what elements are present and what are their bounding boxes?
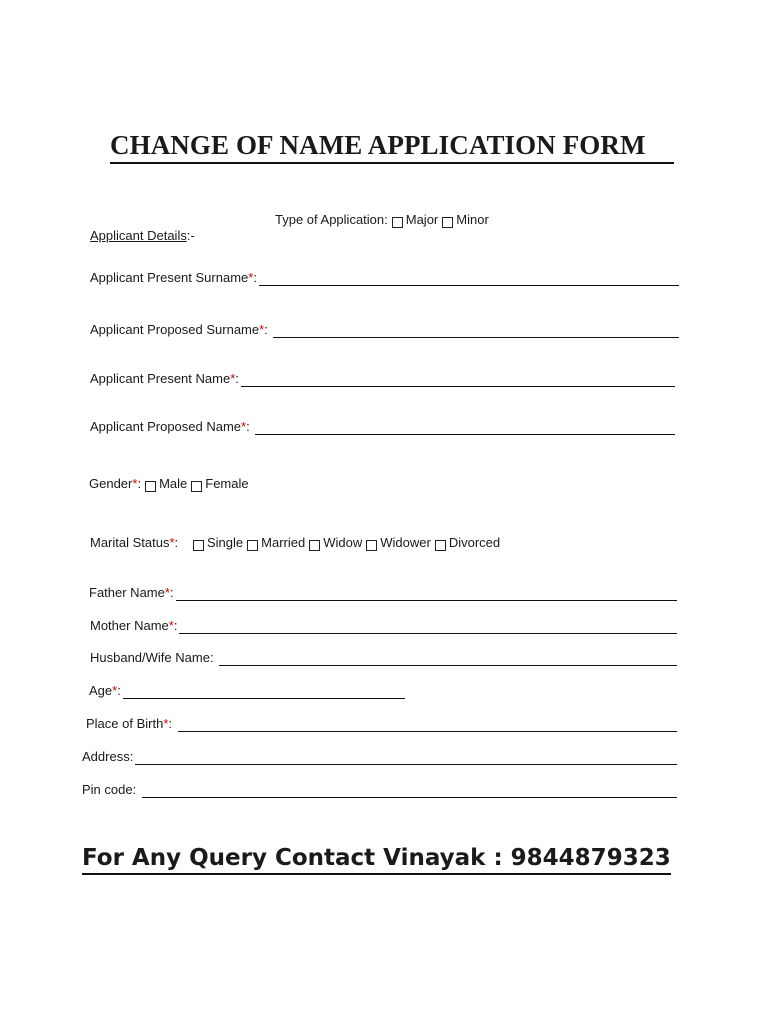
proposed-surname-field[interactable] [273, 325, 679, 338]
widower-checkbox[interactable] [366, 540, 377, 551]
required-mark: * [112, 683, 118, 698]
present-surname-row: Applicant Present Surname * : [90, 270, 679, 286]
widow-option-label: Widow [323, 535, 363, 550]
female-checkbox[interactable] [191, 481, 202, 492]
single-checkbox[interactable] [193, 540, 204, 551]
major-checkbox[interactable] [392, 217, 403, 228]
place-of-birth-row: Place of Birth * : [86, 716, 677, 732]
pin-code-row [82, 782, 677, 798]
married-option-label: Married [261, 535, 306, 550]
applicant-details-suffix: :- [186, 228, 195, 243]
required-mark: * [230, 371, 236, 386]
type-of-application [275, 212, 489, 228]
proposed-name-label: Applicant Proposed Name [90, 419, 242, 434]
marital-status-label: Marital Status [90, 535, 170, 550]
required-mark: * [248, 270, 254, 285]
father-name-row: Father Name * : [89, 585, 677, 601]
marital-status-row: Marital Status * : Single Married Widow Widower Divorced [90, 535, 501, 550]
form-title: CHANGE OF NAME APPLICATION FORM [110, 128, 674, 164]
required-mark: * [168, 618, 174, 633]
father-name-label: Father Name [89, 585, 165, 600]
minor-option-label: Minor [456, 212, 489, 227]
pin-code-field[interactable] [142, 785, 677, 798]
present-surname-label: Applicant Present Surname [90, 270, 249, 285]
major-option-label: Major [405, 212, 439, 227]
pin-code-label: Pin code: [82, 782, 137, 797]
widow-checkbox[interactable] [309, 540, 320, 551]
father-name-field[interactable] [176, 588, 677, 601]
married-checkbox[interactable] [247, 540, 258, 551]
present-name-field[interactable] [241, 374, 675, 387]
required-mark: * [169, 535, 175, 550]
applicant-details-label: Applicant Details [90, 228, 187, 243]
type-of-application-label: Type of Application: [275, 212, 388, 227]
contact-footer: For Any Query Contact Vinayak : 9844879323 [82, 843, 671, 875]
required-mark: * [163, 716, 169, 731]
present-surname-field[interactable] [259, 273, 679, 286]
husband-wife-name-row [90, 650, 677, 666]
age-field[interactable] [123, 686, 405, 699]
gender-label: Gender [89, 476, 133, 491]
address-row [82, 749, 677, 765]
place-of-birth-field[interactable] [178, 719, 677, 732]
mother-name-field[interactable] [179, 621, 677, 634]
male-checkbox[interactable] [145, 481, 156, 492]
place-of-birth-label: Place of Birth [86, 716, 164, 731]
proposed-surname-row: Applicant Proposed Surname * : [90, 322, 679, 338]
applicant-details-heading [90, 228, 195, 244]
gender-row: Gender * : Male Female [89, 476, 249, 491]
address-label: Address: [82, 749, 134, 764]
present-name-row: Applicant Present Name * : [90, 371, 675, 387]
single-option-label: Single [207, 535, 244, 550]
proposed-surname-label: Applicant Proposed Surname [90, 322, 260, 337]
age-label: Age [89, 683, 113, 698]
male-option-label: Male [159, 476, 188, 491]
mother-name-row: Mother Name * : [90, 618, 677, 634]
proposed-name-row: Applicant Proposed Name * : [90, 419, 675, 435]
minor-checkbox[interactable] [442, 217, 453, 228]
divorced-checkbox[interactable] [435, 540, 446, 551]
required-mark: * [132, 476, 138, 491]
required-mark: * [164, 585, 170, 600]
husband-wife-name-label: Husband/Wife Name: [90, 650, 214, 665]
divorced-option-label: Divorced [448, 535, 501, 550]
widower-option-label: Widower [380, 535, 431, 550]
required-mark: * [241, 419, 247, 434]
age-row: Age * : [89, 683, 405, 699]
husband-wife-name-field[interactable] [219, 653, 677, 666]
proposed-name-field[interactable] [255, 422, 675, 435]
address-field[interactable] [135, 752, 677, 765]
required-mark: * [259, 322, 265, 337]
mother-name-label: Mother Name [90, 618, 169, 633]
present-name-label: Applicant Present Name [90, 371, 231, 386]
female-option-label: Female [205, 476, 249, 491]
